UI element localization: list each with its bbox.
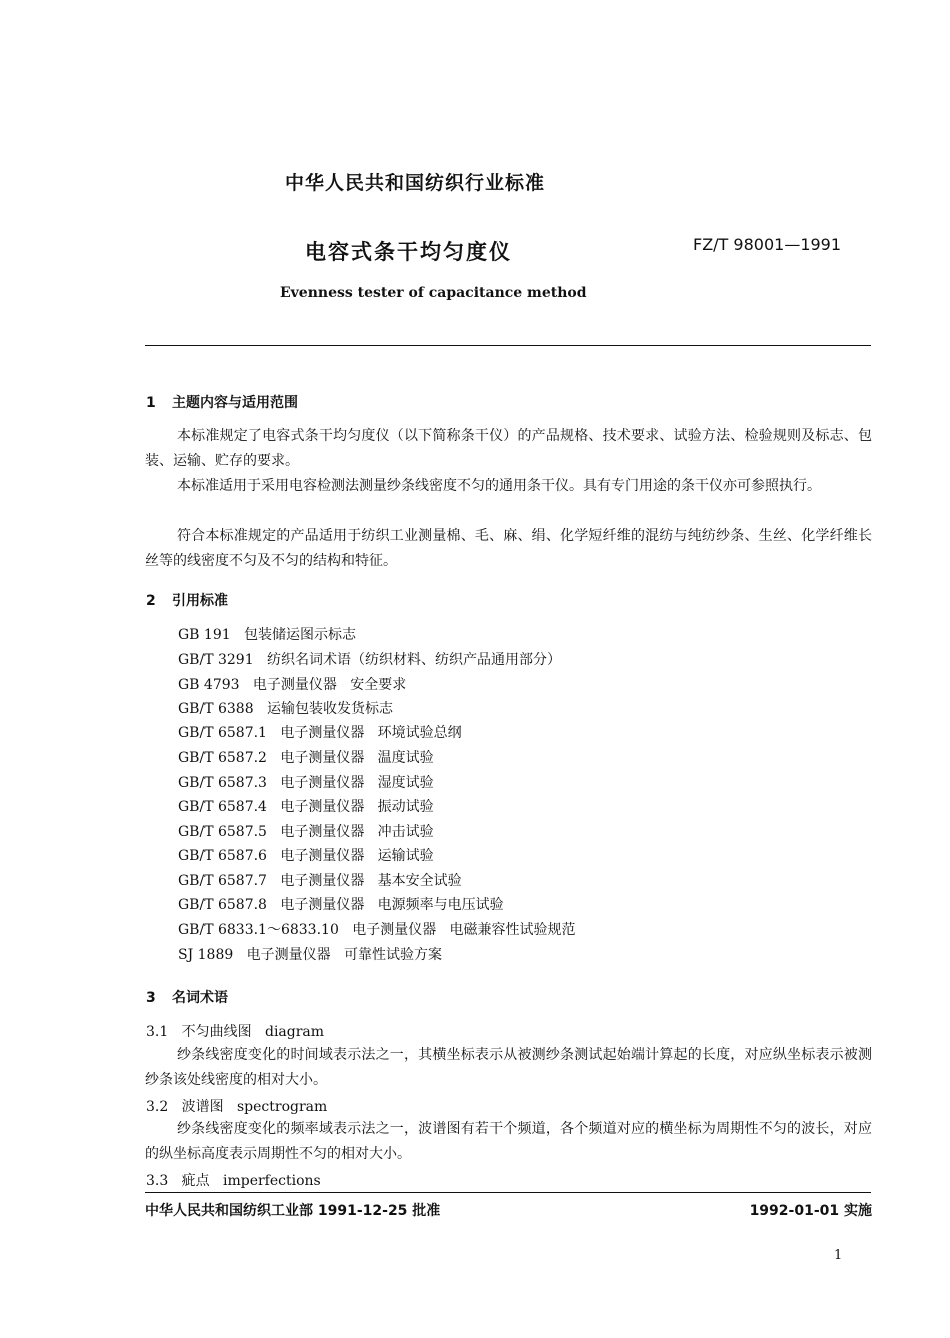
header-divider [145,345,871,346]
section-3-heading [146,987,228,1007]
reference-item: GB/T 6587.4 电子测量仪器 振动试验 [178,799,434,815]
section-3-title: 名词术语 [172,990,228,1006]
reference-item: GB/T 6833.1～6833.10 电子测量仪器 电磁兼容性试验规范 [178,922,576,938]
section-1-title: 主题内容与适用范围 [172,395,298,411]
reference-item: GB 4793 电子测量仪器 安全要求 [178,677,407,693]
reference-item: GB/T 3291 纺织名词术语（纺织材料、纺织产品通用部分） [178,652,561,668]
section-1-paragraph: 本标准规定了电容式条干均匀度仪（以下简称条干仪）的产品规格、技术要求、试验方法、检验规则及标志、包装、运输、贮存的要求。 [145,428,872,469]
reference-item: GB 191 包装储运图示标志 [178,627,356,643]
section-2-heading [146,590,228,610]
term-3-3 [146,1170,321,1190]
effective-date: 1992-01-01 实施 [749,1203,872,1219]
footer-divider [145,1192,871,1193]
section-1-paragraph: 符合本标准规定的产品适用于纺织工业测量棉、毛、麻、绢、化学短纤维的混纺与纯纺纱条、生丝、化学纤维长丝等的线密度不匀及不匀的结构和特征。 [145,528,872,569]
approval-line: 中华人民共和国纺织工业部 1991-12-25 批准 [145,1203,441,1219]
reference-item: GB/T 6587.3 电子测量仪器 湿度试验 [178,775,434,791]
section-3-number: 3 [146,990,156,1006]
term-3-1 [146,1021,324,1041]
term-number: 3.1 [146,1024,169,1040]
term-definition: 纱条线密度变化的时间域表示法之一，其横坐标表示从被测纱条测试起始端计算起的长度，对应纵坐标表示被测纱条该处线密度的相对大小。 [145,1047,872,1088]
section-1-number: 1 [146,395,156,411]
term-name-cn: 不匀曲线图 [181,1024,252,1040]
reference-item: GB/T 6587.5 电子测量仪器 冲击试验 [178,824,434,840]
section-1-heading [146,392,298,412]
term-3-2 [146,1096,327,1116]
section-2-title: 引用标准 [172,593,228,609]
reference-item: GB/T 6587.1 电子测量仪器 环境试验总纲 [178,725,462,741]
document-title-cn: 电容式条干均匀度仪 [305,240,512,264]
reference-item: GB/T 6587.7 电子测量仪器 基本安全试验 [178,873,462,889]
term-name-en: imperfections [222,1173,321,1189]
section-2-number: 2 [146,593,156,609]
term-number: 3.3 [146,1173,169,1189]
term-name-cn: 波谱图 [181,1099,224,1115]
section-1-paragraph: 本标准适用于采用电容检测法测量纱条线密度不匀的通用条干仪。具有专门用途的条干仪亦可参照执行。 [177,478,821,494]
term-name-en: spectrogram [236,1099,328,1115]
reference-item: SJ 1889 电子测量仪器 可靠性试验方案 [178,947,442,963]
reference-item: GB/T 6587.8 电子测量仪器 电源频率与电压试验 [178,897,504,913]
standard-organization: 中华人民共和国纺织行业标准 [284,172,545,194]
term-number: 3.2 [146,1099,169,1115]
reference-item: GB/T 6587.6 电子测量仪器 运输试验 [178,848,434,864]
reference-item: GB/T 6587.2 电子测量仪器 温度试验 [178,750,434,766]
term-name-cn: 疵点 [181,1173,210,1189]
reference-item: GB/T 6388 运输包装收发货标志 [178,701,393,717]
term-name-en: diagram [264,1024,325,1040]
page-number: 1 [834,1248,843,1263]
document-title-en: Evenness tester of capacitance method [280,285,587,301]
standard-code: FZ/T 98001—1991 [693,235,842,254]
term-definition: 纱条线密度变化的频率域表示法之一，波谱图有若干个频道，各个频道对应的横坐标为周期性不匀的波长，对应的纵坐标高度表示周期性不匀的相对大小。 [145,1121,872,1162]
